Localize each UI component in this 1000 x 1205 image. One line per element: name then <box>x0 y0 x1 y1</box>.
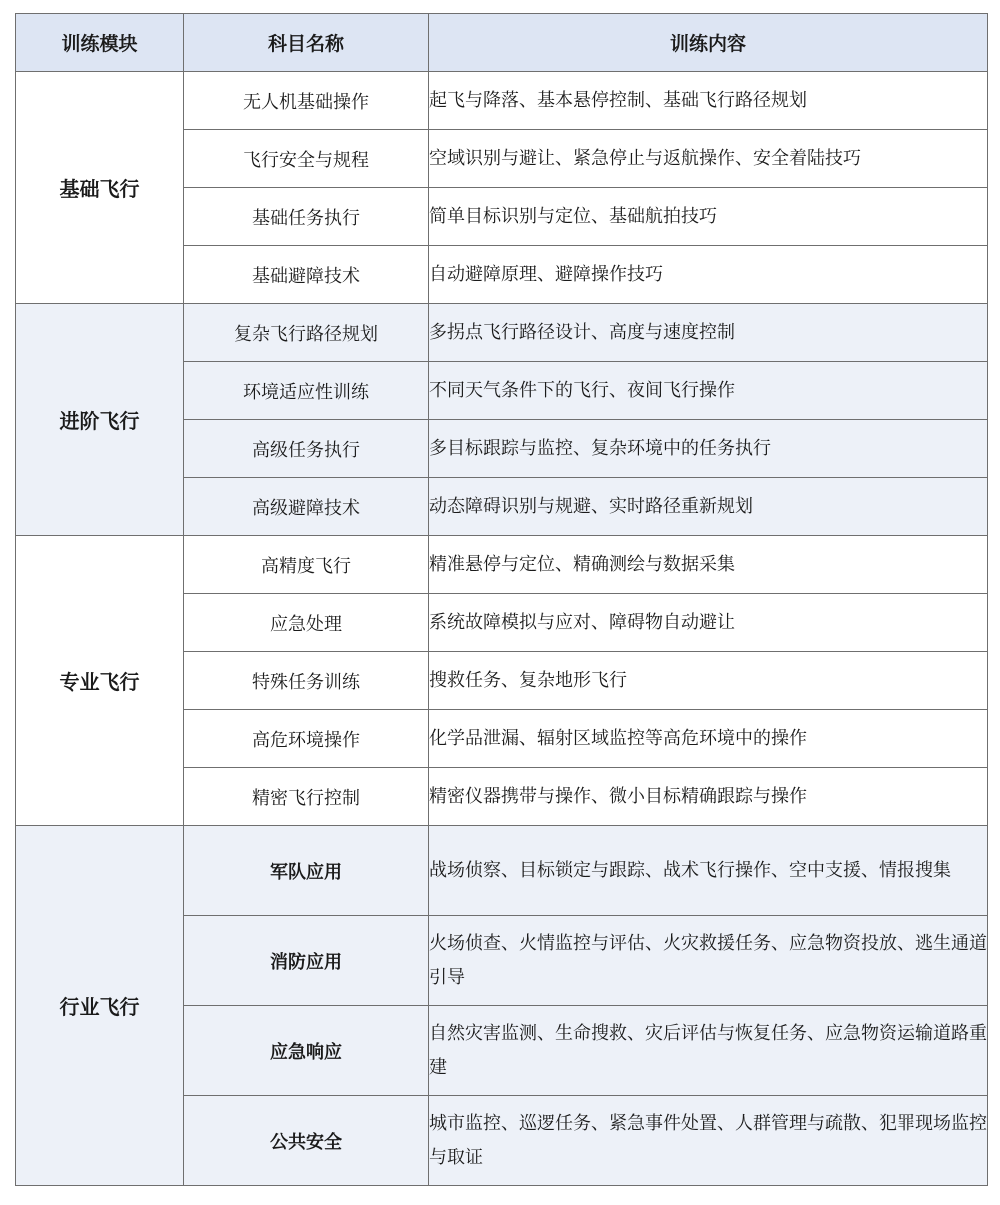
training-table <box>15 13 988 1186</box>
subject-cell: 消防应用 <box>184 916 429 1006</box>
subject-cell: 复杂飞行路径规划 <box>184 304 429 362</box>
header-content: 训练内容 <box>429 14 988 72</box>
content-cell: 多目标跟踪与监控、复杂环境中的任务执行 <box>429 420 988 478</box>
subject-cell: 精密飞行控制 <box>184 768 429 826</box>
subject-cell: 高级避障技术 <box>184 478 429 536</box>
content-cell: 不同天气条件下的飞行、夜间飞行操作 <box>429 362 988 420</box>
content-cell: 化学品泄漏、辐射区域监控等高危环境中的操作 <box>429 710 988 768</box>
subject-cell: 高危环境操作 <box>184 710 429 768</box>
module-cell: 专业飞行 <box>16 536 184 826</box>
header-row <box>16 14 988 72</box>
subject-cell: 环境适应性训练 <box>184 362 429 420</box>
subject-cell: 应急响应 <box>184 1006 429 1096</box>
content-cell: 多拐点飞行路径设计、高度与速度控制 <box>429 304 988 362</box>
module-cell: 进阶飞行 <box>16 304 184 536</box>
table-row <box>16 536 988 594</box>
content-cell: 精准悬停与定位、精确测绘与数据采集 <box>429 536 988 594</box>
subject-cell: 无人机基础操作 <box>184 72 429 130</box>
content-cell: 简单目标识别与定位、基础航拍技巧 <box>429 188 988 246</box>
subject-cell: 飞行安全与规程 <box>184 130 429 188</box>
content-cell: 战场侦察、目标锁定与跟踪、战术飞行操作、空中支援、情报搜集 <box>429 826 988 916</box>
header-subject: 科目名称 <box>184 14 429 72</box>
content-cell: 自动避障原理、避障操作技巧 <box>429 246 988 304</box>
module-cell: 基础飞行 <box>16 72 184 304</box>
content-cell: 搜救任务、复杂地形飞行 <box>429 652 988 710</box>
header-module: 训练模块 <box>16 14 184 72</box>
subject-cell: 军队应用 <box>184 826 429 916</box>
subject-cell: 特殊任务训练 <box>184 652 429 710</box>
content-cell: 空域识别与避让、紧急停止与返航操作、安全着陆技巧 <box>429 130 988 188</box>
module-cell: 行业飞行 <box>16 826 184 1186</box>
content-cell: 起飞与降落、基本悬停控制、基础飞行路径规划 <box>429 72 988 130</box>
subject-cell: 应急处理 <box>184 594 429 652</box>
subject-cell: 高精度飞行 <box>184 536 429 594</box>
table-row <box>16 826 988 916</box>
subject-cell: 公共安全 <box>184 1096 429 1186</box>
content-cell: 火场侦查、火情监控与评估、火灾救援任务、应急物资投放、逃生通道引导 <box>429 916 988 1006</box>
content-cell: 自然灾害监测、生命搜救、灾后评估与恢复任务、应急物资运输道路重建 <box>429 1006 988 1096</box>
subject-cell: 基础任务执行 <box>184 188 429 246</box>
content-cell: 城市监控、巡逻任务、紧急事件处置、人群管理与疏散、犯罪现场监控与取证 <box>429 1096 988 1186</box>
content-cell: 动态障碍识别与规避、实时路径重新规划 <box>429 478 988 536</box>
table-header <box>16 14 988 72</box>
table-row <box>16 304 988 362</box>
content-cell: 系统故障模拟与应对、障碍物自动避让 <box>429 594 988 652</box>
subject-cell: 高级任务执行 <box>184 420 429 478</box>
table-row <box>16 72 988 130</box>
subject-cell: 基础避障技术 <box>184 246 429 304</box>
content-cell: 精密仪器携带与操作、微小目标精确跟踪与操作 <box>429 768 988 826</box>
